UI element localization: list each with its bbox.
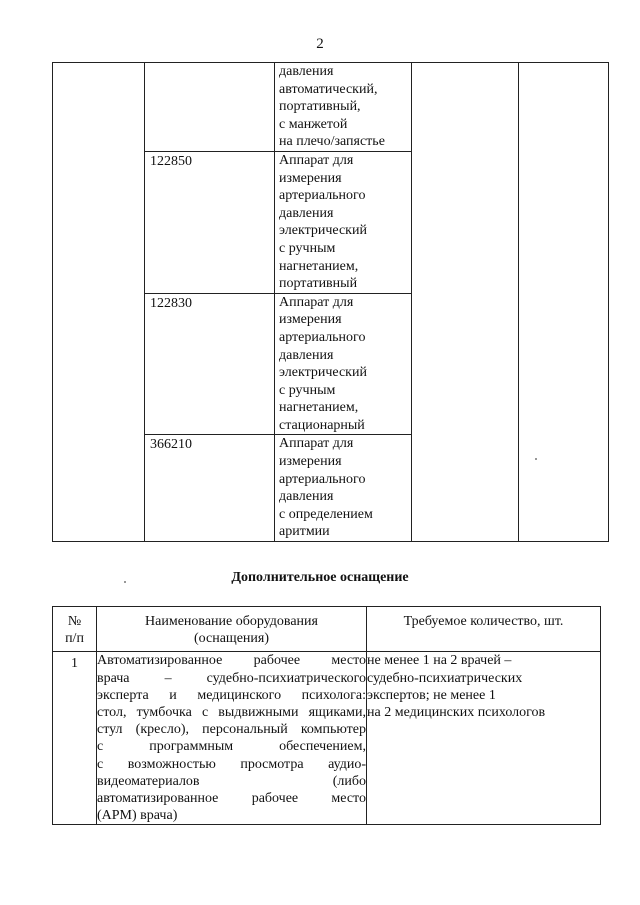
code-cell: 122830 bbox=[145, 293, 275, 435]
name-line: с ручным bbox=[279, 240, 336, 256]
table-row bbox=[53, 63, 609, 152]
description-line: Автоматизированное рабочее место bbox=[97, 653, 366, 669]
name-line: давления bbox=[279, 205, 334, 221]
empty-cell bbox=[53, 63, 145, 542]
header-number-line: № bbox=[67, 614, 82, 629]
header-number bbox=[53, 607, 97, 652]
description-line: стул (кресло), персональный компьютер bbox=[97, 722, 366, 738]
code-cell: 122850 bbox=[145, 151, 275, 293]
equipment-name-cell bbox=[275, 63, 412, 152]
name-line: нагнетанием, bbox=[279, 258, 359, 274]
header-required-quantity: Требуемое количество, шт. bbox=[367, 607, 601, 652]
description-line: стол, тумбочка с выдвижными ящиками, bbox=[97, 705, 366, 721]
name-line: давления bbox=[279, 347, 334, 363]
description-line: (АРМ) врача) bbox=[97, 808, 178, 824]
name-line: с ручным bbox=[279, 382, 336, 398]
empty-cell bbox=[519, 63, 609, 542]
name-line: давления bbox=[279, 489, 334, 505]
quantity-line: на 2 медицинских психологов bbox=[367, 705, 546, 721]
name-line: с манжетой bbox=[279, 116, 348, 132]
header-number-line: п/п bbox=[65, 631, 84, 647]
name-line: с определением bbox=[279, 506, 373, 522]
quantity-line: экспертов; не менее 1 bbox=[367, 687, 496, 703]
quantity-line: не менее 1 на 2 врачей – bbox=[367, 653, 512, 669]
name-line: Аппарат для bbox=[279, 436, 354, 452]
name-line: измерения bbox=[279, 312, 342, 328]
equipment-description-cell bbox=[97, 652, 367, 825]
name-line: артериального bbox=[279, 188, 366, 204]
scan-speck bbox=[535, 458, 537, 460]
name-line: Аппарат для bbox=[279, 294, 354, 310]
table-header-row bbox=[53, 607, 601, 652]
code-cell: 366210 bbox=[145, 435, 275, 542]
scan-speck bbox=[124, 581, 126, 583]
name-line: нагнетанием, bbox=[279, 400, 359, 416]
name-line: стационарный bbox=[279, 417, 365, 433]
description-line: автоматизированное рабочее место bbox=[97, 791, 366, 807]
header-name-line: Наименование оборудования bbox=[145, 614, 318, 629]
name-line: давления bbox=[279, 64, 334, 79]
name-line: измерения bbox=[279, 170, 342, 186]
description-line: видеоматериалов (либо bbox=[97, 773, 366, 789]
description-line: эксперта и медицинского психолога: bbox=[97, 687, 366, 703]
page-number: 2 bbox=[316, 36, 324, 52]
name-line: Аппарат для bbox=[279, 152, 354, 168]
equipment-name-cell bbox=[275, 435, 412, 542]
header-equipment-name bbox=[97, 607, 367, 652]
equipment-name-cell bbox=[275, 151, 412, 293]
name-line: автоматический, bbox=[279, 81, 378, 97]
name-line: измерения bbox=[279, 454, 342, 470]
row-number-cell: 1 bbox=[53, 652, 97, 825]
name-line: аритмии bbox=[279, 524, 330, 540]
name-line: артериального bbox=[279, 329, 366, 345]
description-line: с программным обеспечением, bbox=[97, 739, 366, 755]
equipment-codes-table bbox=[52, 62, 609, 542]
header-name-line: (оснащения) bbox=[193, 631, 269, 647]
empty-cell bbox=[412, 63, 519, 542]
code-cell bbox=[145, 63, 275, 152]
name-line: артериального bbox=[279, 471, 366, 487]
name-line: на плечо/запястье bbox=[279, 134, 385, 150]
quantity-line: судебно-психиатрических bbox=[367, 670, 523, 686]
section-title: Дополнительное оснащение bbox=[231, 570, 409, 585]
quantity-cell bbox=[367, 652, 601, 825]
description-line: врача – судебно-психиатрического bbox=[97, 670, 366, 686]
equipment-name-cell bbox=[275, 293, 412, 435]
table-row bbox=[53, 652, 601, 825]
name-line: портативный, bbox=[279, 99, 361, 115]
additional-equipment-table bbox=[52, 606, 601, 825]
name-line: электрический bbox=[279, 365, 367, 381]
description-line: с возможностью просмотра аудио- bbox=[97, 756, 366, 772]
name-line: портативный bbox=[279, 276, 358, 292]
name-line: электрический bbox=[279, 223, 367, 239]
